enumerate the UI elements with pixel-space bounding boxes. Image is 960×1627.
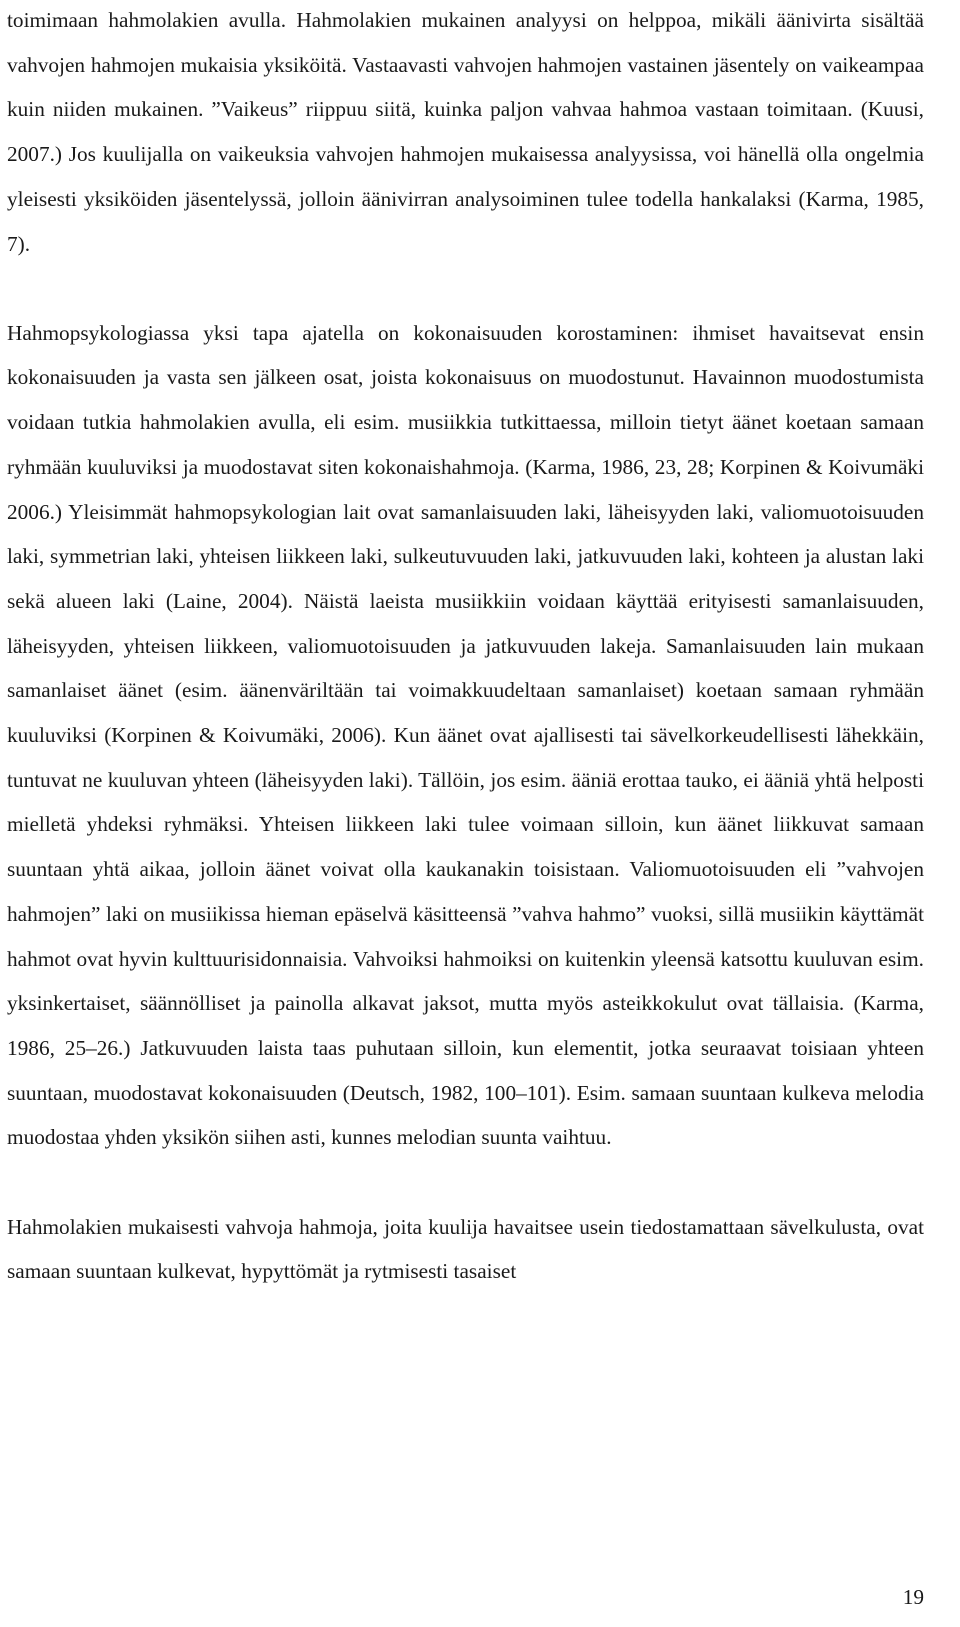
page-number: 19 xyxy=(902,1585,924,1609)
body-paragraph-3: Hahmolakien mukaisesti vahvoja hahmoja, joita kuulija havaitsee usein tiedostamattaan sävelkulusta, ovat samaan suuntaan kulkevat, hypyttömät ja rytmisesti tasaiset xyxy=(7,1214,924,1284)
body-paragraph-1: toimimaan hahmolakien avulla. Hahmolakien mukainen analyysi on helppoa, mikäli äänivirta sisältää vahvojen hahmojen mukaisia yksiköitä. Vastaavasti vahvojen hahmojen vastainen jäsentely on vaikeampaa kuin niiden mukainen. ”Vaikeus” riippuu siitä, kuinka paljon vahvaa hahmoa vastaan toimitaan. (Kuusi, 2007.) Jos kuulijalla on vaikeuksia vahvojen hahmojen mukaisessa analyysissa, voi hänellä olla ongelmia yleisesti yksiköiden jäsentelyssä, jolloin äänivirran analysoiminen tulee todella hankalaksi (Karma, 1985, 7). xyxy=(7,8,924,256)
document-page xyxy=(7,0,924,1294)
body-paragraph-2: Hahmopsykologiassa yksi tapa ajatella on kokonaisuuden korostaminen: ihmiset havaitsevat ensin kokonaisuuden ja vasta sen jälkeen osat, joista kokonaisuus on muodostunut. Havainnon muodostumista voidaan tutkia hahmolakien avulla, eli esim. musiikkia tutkittaessa, milloin tietyt äänet koetaan samaan ryhmään kuuluviksi ja muodostavat siten kokonaishahmoja. (Karma, 1986, 23, 28; Korpinen & Koivumäki 2006.) Yleisimmät hahmopsykologian lait ovat samanlaisuuden laki, läheisyyden laki, valiomuotoisuuden laki, symmetrian laki, yhteisen liikkeen laki, sulkeutuvuuden laki, jatkuvuuden laki, kohteen ja alustan laki sekä alueen laki (Laine, 2004). Näistä laeista musiikkiin voidaan käyttää erityisesti samanlaisuuden, läheisyyden, yhteisen liikkeen, valiomuotoisuuden ja jatkuvuuden lakeja. Samanlaisuuden lain mukaan samanlaiset äänet (esim. äänenväriltään tai voimakkuudeltaan samanlaiset) koetaan samaan ryhmään kuuluviksi (Korpinen & Koivumäki, 2006). Kun äänet ovat ajallisesti tai sävelkorkeudellisesti lähekkäin, tuntuvat ne kuuluvan yhteen (läheisyyden laki). Tällöin, jos esim. ääniä erottaa tauko, ei ääniä yhtä helposti mielletä yhdeksi ryhmäksi. Yhteisen liikkeen laki tulee voimaan silloin, kun äänet liikkuvat samaan suuntaan yhtä aikaa, jolloin äänet voivat olla kaukanakin toisistaan. Valiomuotoisuuden eli ”vahvojen hahmojen” laki on musiikissa hieman epäselvä käsitteensä ”vahva hahmo” vuoksi, sillä musiikin käyttämät hahmot ovat hyvin kulttuurisidonnaisia. Vahvoiksi hahmoiksi on kuitenkin yleensä katsottu kuuluvan esim. yksinkertaiset, säännölliset ja painolla alkavat jaksot, mutta myös asteikkokulut ovat tällaisia. (Karma, 1986, 25–26.) Jatkuvuuden laista taas puhutaan silloin, kun elementit, jotka seuraavat toisiaan yhteen suuntaan, muodostavat kokonaisuuden (Deutsch, 1982, 100–101). Esim. samaan suuntaan kulkeva melodia muodostaa yhden yksikön siihen asti, kunnes melodian suunta vaihtuu. xyxy=(7,320,924,1150)
